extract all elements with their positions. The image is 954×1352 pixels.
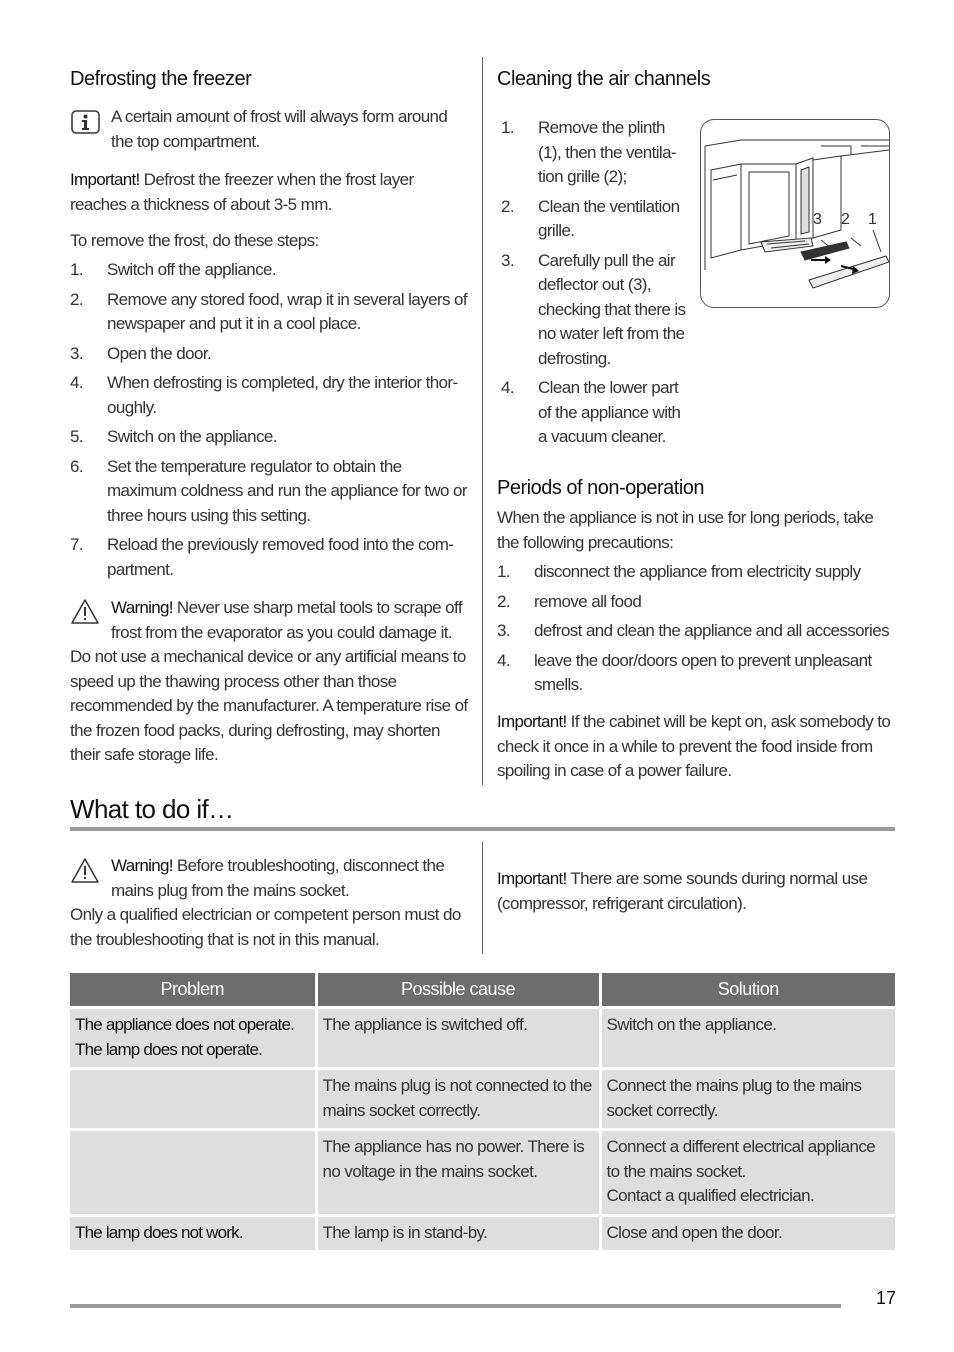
important-cabinet-paragraph xyxy=(497,710,897,784)
cell-solution: Connect the mains plug to the mains socket correctly. xyxy=(600,1069,895,1130)
figure-label-1: 1 xyxy=(868,211,877,228)
info-note: A certain amount of frost will always form around the top compartment. xyxy=(111,107,448,151)
defrost-steps-list xyxy=(70,258,470,587)
warning-label: Warning! xyxy=(111,856,173,875)
column-header-possible-cause: Possible cause xyxy=(316,973,600,1008)
table-header-row xyxy=(70,973,895,1008)
warning-continuation: Do not use a mechanical device or any artificial means to speed up the thawing process other than those recommended by the manufacturer. A temperature rise of the frozen food packs, during defrosting, may shorten their safe storage life. xyxy=(70,647,468,764)
cleaning-steps-list xyxy=(501,116,691,455)
cell-problem xyxy=(70,1130,316,1216)
list-item: 7. Reload the previously removed food into the com-partment. xyxy=(70,535,454,579)
important-label: Important! xyxy=(497,869,567,888)
cell-solution: Switch on the appliance. xyxy=(600,1008,895,1069)
cell-cause: The appliance has no power. There is no voltage in the mains socket. xyxy=(316,1130,600,1216)
table-row xyxy=(70,1130,895,1216)
list-item: 2. Remove any stored food, wrap it in several layers of newspaper and put it in a cool place. xyxy=(70,289,467,333)
warning-text: Before troubleshooting, disconnect the mains plug from the mains socket. xyxy=(111,856,445,900)
heading-defrosting-freezer: Defrosting the freezer xyxy=(70,68,252,90)
cell-cause: The lamp is in stand-by. xyxy=(316,1215,600,1250)
important-text: If the cabinet will be kept on, ask somebody to check it once in a while to prevent the food inside from spoiling in case of a power failure. xyxy=(497,712,891,780)
heading-cleaning-air-channels: Cleaning the air channels xyxy=(497,68,711,90)
table-row xyxy=(70,1215,895,1250)
cell-solution: Connect a different electrical appliance to the mains socket. Contact a qualified electrician. xyxy=(600,1130,895,1216)
warning-paragraph xyxy=(111,596,466,645)
troubleshoot-warning-continuation: Only a qualified electrician or competent person must do the troubleshooting that is not in this manual. xyxy=(70,905,461,949)
list-item: 2. Clean the ventilation grille. xyxy=(501,196,680,240)
appliance-diagram xyxy=(701,120,889,307)
column-divider xyxy=(482,57,483,785)
footer-rule xyxy=(70,1304,841,1308)
air-channels-illustration xyxy=(700,119,890,308)
list-item: 5. Switch on the appliance. xyxy=(70,427,277,446)
column-header-solution: Solution xyxy=(600,973,895,1008)
cell-problem: The appliance does not operate. The lamp does not operate. xyxy=(70,1008,316,1069)
column-header-problem: Problem xyxy=(70,973,316,1008)
important-label: Important! xyxy=(497,712,567,731)
figure-label-3: 3 xyxy=(813,211,822,228)
troubleshoot-warning-paragraph xyxy=(111,854,466,903)
column-divider xyxy=(482,842,483,954)
warning-icon xyxy=(70,598,100,626)
list-item: 1. disconnect the appliance from electricity supply xyxy=(497,562,861,581)
warning-label: Warning! xyxy=(111,598,173,617)
list-item: 3. defrost and clean the appliance and all accessories xyxy=(497,621,889,640)
steps-intro: To remove the frost, do these steps: xyxy=(70,231,319,250)
heading-what-to-do-if: What to do if… xyxy=(70,794,234,824)
heading-periods-non-operation: Periods of non-operation xyxy=(497,477,705,499)
warning-icon xyxy=(70,857,100,885)
troubleshooting-table xyxy=(70,973,895,1250)
list-item: 3. Open the door. xyxy=(70,343,212,363)
cell-solution: Close and open the door. xyxy=(600,1215,895,1250)
list-item: 6. Set the temperature regulator to obtain the maximum coldness and run the appliance for two or three hours using this setting. xyxy=(70,456,467,525)
info-icon xyxy=(71,110,101,135)
important-defrost-paragraph xyxy=(70,168,470,217)
periods-intro: When the appliance is not in use for long periods, take the following precautions: xyxy=(497,508,874,552)
list-item: 1. Remove the plinth (1), then the ventila-tion grille (2); xyxy=(501,118,676,186)
cell-cause: The mains plug is not connected to the mains socket correctly. xyxy=(316,1069,600,1130)
list-item: 4. leave the door/doors open to prevent unpleasant smells. xyxy=(497,650,872,694)
page-number: 17 xyxy=(876,1288,897,1308)
important-sounds-paragraph xyxy=(497,867,897,916)
figure-label-2: 2 xyxy=(841,211,850,228)
list-item: 2. remove all food xyxy=(497,591,642,611)
cell-problem: The lamp does not work. xyxy=(70,1215,316,1250)
table-row xyxy=(70,1008,895,1069)
cell-cause: The appliance is switched off. xyxy=(316,1008,600,1069)
list-item: 3. Carefully pull the air deflector out (3), checking that there is no water left from the defrosting. xyxy=(501,250,686,368)
list-item: 1. Switch off the appliance. xyxy=(70,260,276,279)
list-item: 4. When defrosting is completed, dry the interior thor-oughly. xyxy=(70,373,458,417)
important-text: There are some sounds during normal use (compressor, refrigerant circulation). xyxy=(497,869,868,913)
periods-steps-list xyxy=(497,560,897,703)
important-text: Defrost the freezer when the frost layer reaches a thickness of about 3-5 mm. xyxy=(70,170,414,214)
table-row xyxy=(70,1069,895,1130)
section-rule xyxy=(70,827,895,831)
important-label: Important! xyxy=(70,170,140,189)
cell-problem xyxy=(70,1069,316,1130)
warning-text: Never use sharp metal tools to scrape off frost from the evaporator as you could damage it. xyxy=(111,598,462,642)
list-item: 4. Clean the lower part of the appliance with a vacuum cleaner. xyxy=(501,378,681,446)
